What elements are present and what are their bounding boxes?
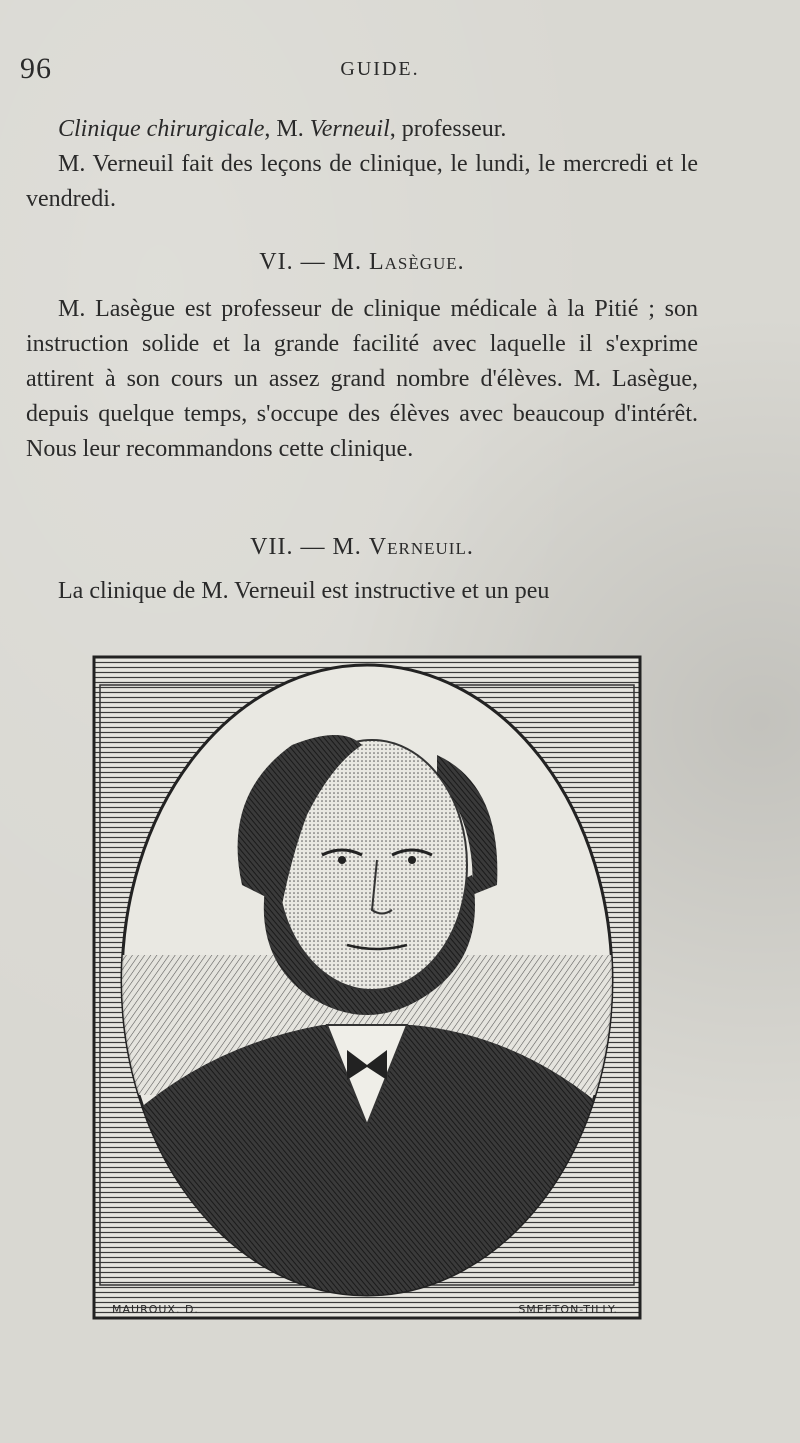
heading-number: VII. — M. xyxy=(250,534,369,560)
engraver-credit-left: MAUROUX. D. xyxy=(112,1303,199,1316)
portrait-illustration xyxy=(92,655,642,1320)
paragraph-text: M. Verneuil fait des leçons de clinique, le lundi, le mercredi et le vendredi. xyxy=(26,151,698,212)
clinic-title-sep: , M. xyxy=(264,116,310,142)
clinic-title-end: , professeur. xyxy=(389,116,507,142)
paragraph-verneuil xyxy=(26,574,698,609)
clinic-professor-name: Verneuil xyxy=(309,116,390,142)
heading-name: Lasègue. xyxy=(368,249,465,275)
clinic-title: Clinique chirurgicale xyxy=(58,116,265,142)
paragraph-text: La clinique de M. Verneuil est instructive et un peu xyxy=(58,578,550,604)
clinic-title-line xyxy=(26,112,698,147)
section-heading-vii xyxy=(26,530,698,565)
engraver-credit-right: SMEETON-TILLY. xyxy=(518,1303,618,1316)
heading-name: Verneuil. xyxy=(368,534,474,560)
page-header xyxy=(20,52,700,92)
page-number: 96 xyxy=(20,52,52,85)
engraving-credits xyxy=(106,1303,626,1321)
portrait-engraving xyxy=(92,655,642,1320)
paragraph-verneuil-intro xyxy=(26,112,698,217)
paragraph-lasegue xyxy=(26,292,698,467)
section-heading-vi xyxy=(26,245,698,280)
heading-number: VI. — M. xyxy=(259,249,369,275)
running-head: GUIDE. xyxy=(340,58,420,80)
paragraph-text: M. Lasègue est professeur de clinique médicale à la Pitié ; son instruction solide et la grande facilité avec laquelle il s'exprime attirent à son cours un assez grand nombre d'élèves. M. Lasègue, depuis quelque temps, s'occupe des élèves avec beaucoup d'intérêt. Nous leur recommandons cette clinique. xyxy=(26,296,698,462)
